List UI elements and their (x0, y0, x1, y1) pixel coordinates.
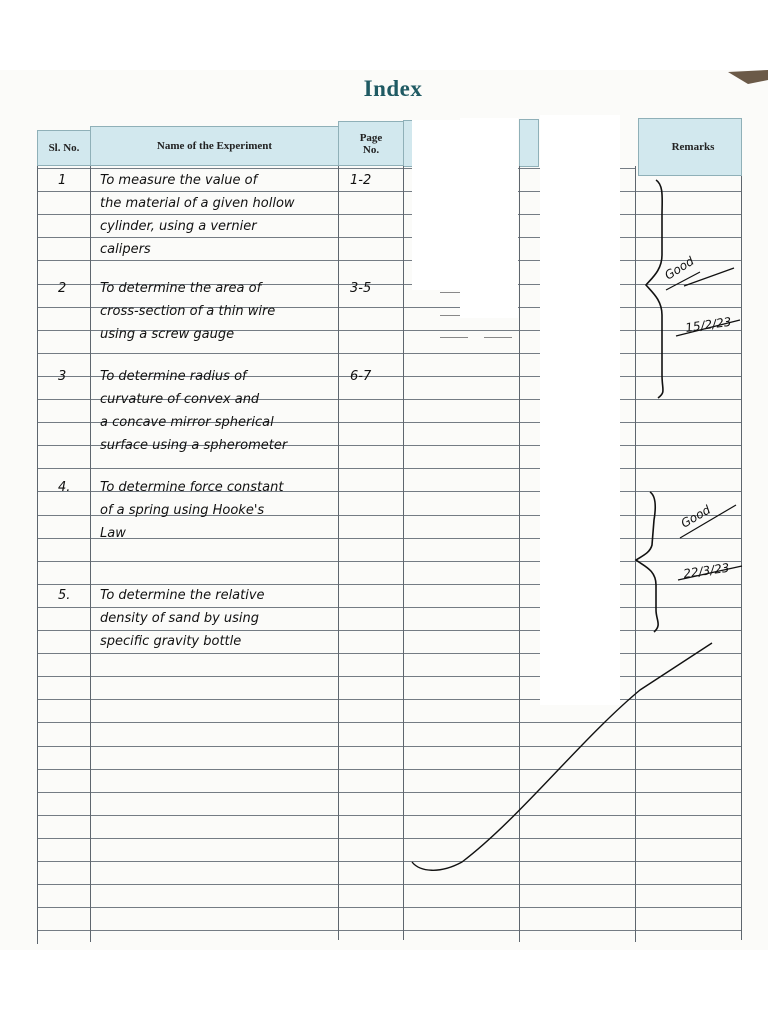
entry-name-line: Law (100, 526, 126, 541)
entry-name-line: calipers (100, 242, 151, 257)
remark-2-date: 22/3/23 (682, 560, 731, 581)
entry-sl-no: 5. (58, 588, 71, 603)
entry-name-line: surface using a spherometer (100, 438, 288, 453)
entry-name-line: curvature of convex and (100, 392, 260, 407)
entry-name-line: of a spring using Hooke's (100, 503, 265, 518)
remark-2-word: Good (678, 502, 713, 531)
entry-name-line: To determine the relative (100, 588, 265, 603)
remark-1-date: 15/2/23 (684, 314, 733, 335)
column-line-name (338, 166, 339, 940)
entry-name-line: To determine force constant (100, 480, 284, 495)
entry-sl-no: 2 (58, 281, 67, 296)
blank-patch-3 (412, 120, 460, 290)
column-line-mid (519, 166, 520, 942)
header-page-no (338, 121, 404, 166)
column-line-sl (90, 166, 91, 942)
entry-sl-no: 1 (58, 173, 67, 188)
entry-name-line: a concave mirror spherical (100, 415, 274, 430)
remark-1-word: Good (662, 253, 697, 283)
entry-page-no: 3-5 (350, 281, 372, 296)
column-line-remarks (635, 166, 636, 942)
header-remarks: Remarks (638, 118, 742, 176)
blank-patch-1 (460, 118, 518, 318)
header-page-no-text: Page No. (359, 131, 383, 156)
entry-name-line: To determine radius of (100, 369, 247, 384)
header-experiment-name: Name of the Experiment (90, 126, 339, 166)
entry-name-line: To determine the area of (100, 281, 262, 296)
page-title: Index (363, 76, 423, 101)
entry-name-line: specific gravity bottle (100, 634, 242, 649)
entry-name-line: using a screw gauge (100, 327, 235, 342)
dash-mark (440, 337, 468, 338)
header-blank-2 (519, 119, 539, 167)
entry-name-line: cylinder, using a vernier (100, 219, 257, 234)
column-line-left (37, 166, 38, 944)
header-sl-no: Sl. No. (37, 130, 91, 166)
entry-name-line: the material of a given hollow (100, 196, 295, 211)
column-line-right (741, 176, 742, 940)
entry-sl-no: 3 (58, 369, 67, 384)
entry-page-no: 6-7 (350, 369, 372, 384)
entry-name-line: cross-section of a thin wire (100, 304, 276, 319)
column-line-page (403, 166, 404, 940)
entry-page-no: 1-2 (350, 173, 372, 188)
dash-mark (484, 337, 512, 338)
entry-name-line: density of sand by using (100, 611, 260, 626)
blank-patch-2 (540, 115, 620, 705)
entry-sl-no: 4. (58, 480, 71, 495)
entry-name-line: To measure the value of (100, 173, 258, 188)
